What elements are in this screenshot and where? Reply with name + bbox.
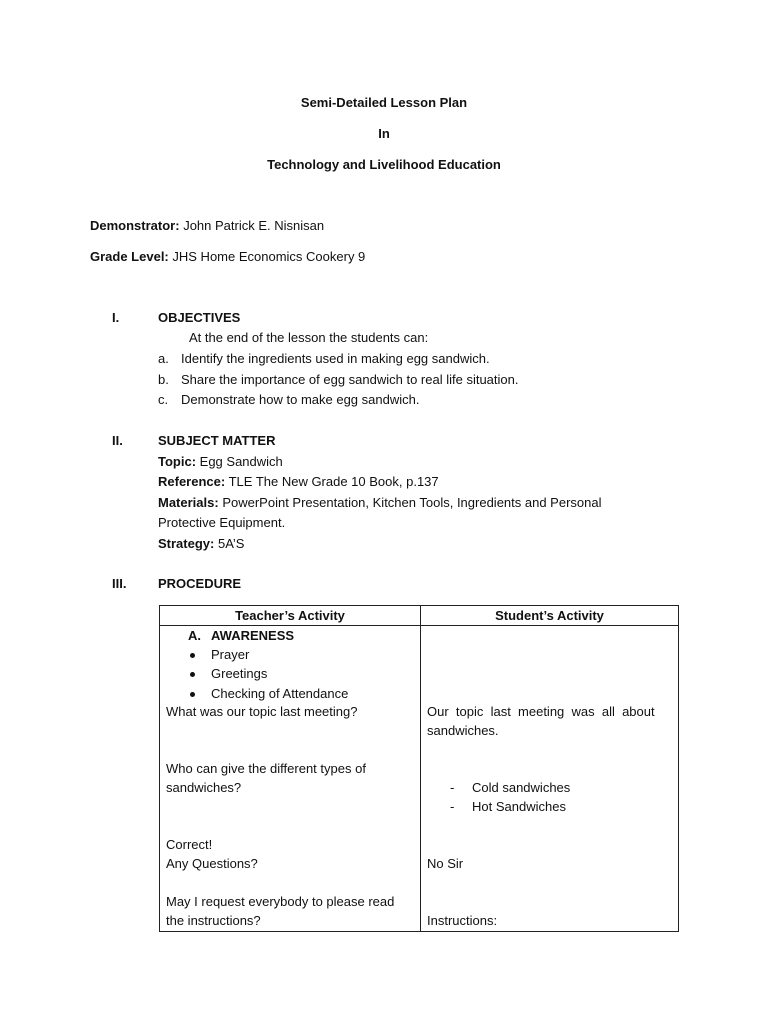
awareness-item: Prayer <box>211 647 250 662</box>
demonstrator-line <box>90 217 324 235</box>
procedure-numeral: III. <box>112 576 127 591</box>
strategy-line <box>158 535 244 553</box>
awareness-item: Greetings <box>211 666 268 681</box>
grade-level-line <box>90 248 365 266</box>
student-activity-header: Student’s Activity <box>421 606 679 626</box>
teacher-question-topic: What was our topic last meeting? <box>166 704 358 719</box>
student-answer-topic-continued: sandwiches. <box>427 723 499 738</box>
sandwich-type: Hot Sandwiches <box>472 799 566 814</box>
title-in: In <box>378 126 390 141</box>
dash-marker: - <box>450 799 455 814</box>
topic-line <box>158 453 283 471</box>
bullet-icon <box>190 692 195 697</box>
topic-value: Egg Sandwich <box>199 454 283 469</box>
materials-continued: Protective Equipment. <box>158 515 286 530</box>
awareness-marker: A. <box>188 628 201 643</box>
grade-level-value: JHS Home Economics Cookery 9 <box>172 249 366 264</box>
topic-label: Topic: <box>158 454 197 469</box>
teacher-question-types-continued: sandwiches? <box>166 780 242 795</box>
teacher-correct: Correct! <box>166 837 213 852</box>
objective-item: Identify the ingredients used in making egg sandwich. <box>181 351 490 366</box>
demonstrator-value: John Patrick E. Nisnisan <box>183 218 325 233</box>
document-title: Semi-Detailed Lesson Plan <box>300 95 468 110</box>
demonstrator-label: Demonstrator: <box>90 218 180 233</box>
teacher-any-questions: Any Questions? <box>166 856 258 871</box>
reference-line <box>158 473 439 491</box>
subject-matter-numeral: II. <box>112 433 123 448</box>
reference-value: TLE The New Grade 10 Book, p.137 <box>228 474 439 489</box>
procedure-table <box>159 605 679 932</box>
teacher-question-types: Who can give the different types of <box>166 761 366 776</box>
procedure-heading: PROCEDURE <box>158 576 242 591</box>
student-instructions: Instructions: <box>427 913 498 928</box>
objective-marker: a. <box>158 351 169 366</box>
objectives-intro: At the end of the lesson the students can: <box>189 330 429 345</box>
bullet-icon <box>190 672 195 677</box>
objectives-heading: OBJECTIVES <box>158 310 241 325</box>
teacher-activity-header: Teacher’s Activity <box>160 606 421 626</box>
strategy-label: Strategy: <box>158 536 215 551</box>
materials-line <box>158 494 602 512</box>
reference-label: Reference: <box>158 474 226 489</box>
materials-value: PowerPoint Presentation, Kitchen Tools, Ingredients and Personal <box>222 495 602 510</box>
teacher-activity-cell <box>160 626 421 932</box>
teacher-request: May I request everybody to please read <box>166 894 395 909</box>
procedure-table-row <box>160 626 679 932</box>
sandwich-type: Cold sandwiches <box>472 780 571 795</box>
grade-level-label: Grade Level: <box>90 249 169 264</box>
objective-marker: b. <box>158 372 169 387</box>
objective-marker: c. <box>158 392 169 407</box>
document-subject: Technology and Livelihood Education <box>267 157 501 172</box>
student-activity-cell <box>421 626 679 932</box>
objective-item: Share the importance of egg sandwich to real life situation. <box>181 372 519 387</box>
awareness-item: Checking of Attendance <box>211 686 349 701</box>
strategy-value: 5A’S <box>217 536 245 551</box>
objective-item: Demonstrate how to make egg sandwich. <box>181 392 420 407</box>
awareness-title: AWARENESS <box>211 628 295 643</box>
materials-label: Materials: <box>158 495 219 510</box>
subject-matter-heading: SUBJECT MATTER <box>158 433 276 448</box>
teacher-request-continued: the instructions? <box>166 913 261 928</box>
bullet-icon <box>190 653 195 658</box>
procedure-table-header-row <box>160 606 679 626</box>
student-no-sir: No Sir <box>427 856 464 871</box>
objectives-numeral: I. <box>112 310 120 325</box>
dash-marker: - <box>450 780 455 795</box>
student-answer-topic: Our topic last meeting was all about <box>427 704 655 719</box>
